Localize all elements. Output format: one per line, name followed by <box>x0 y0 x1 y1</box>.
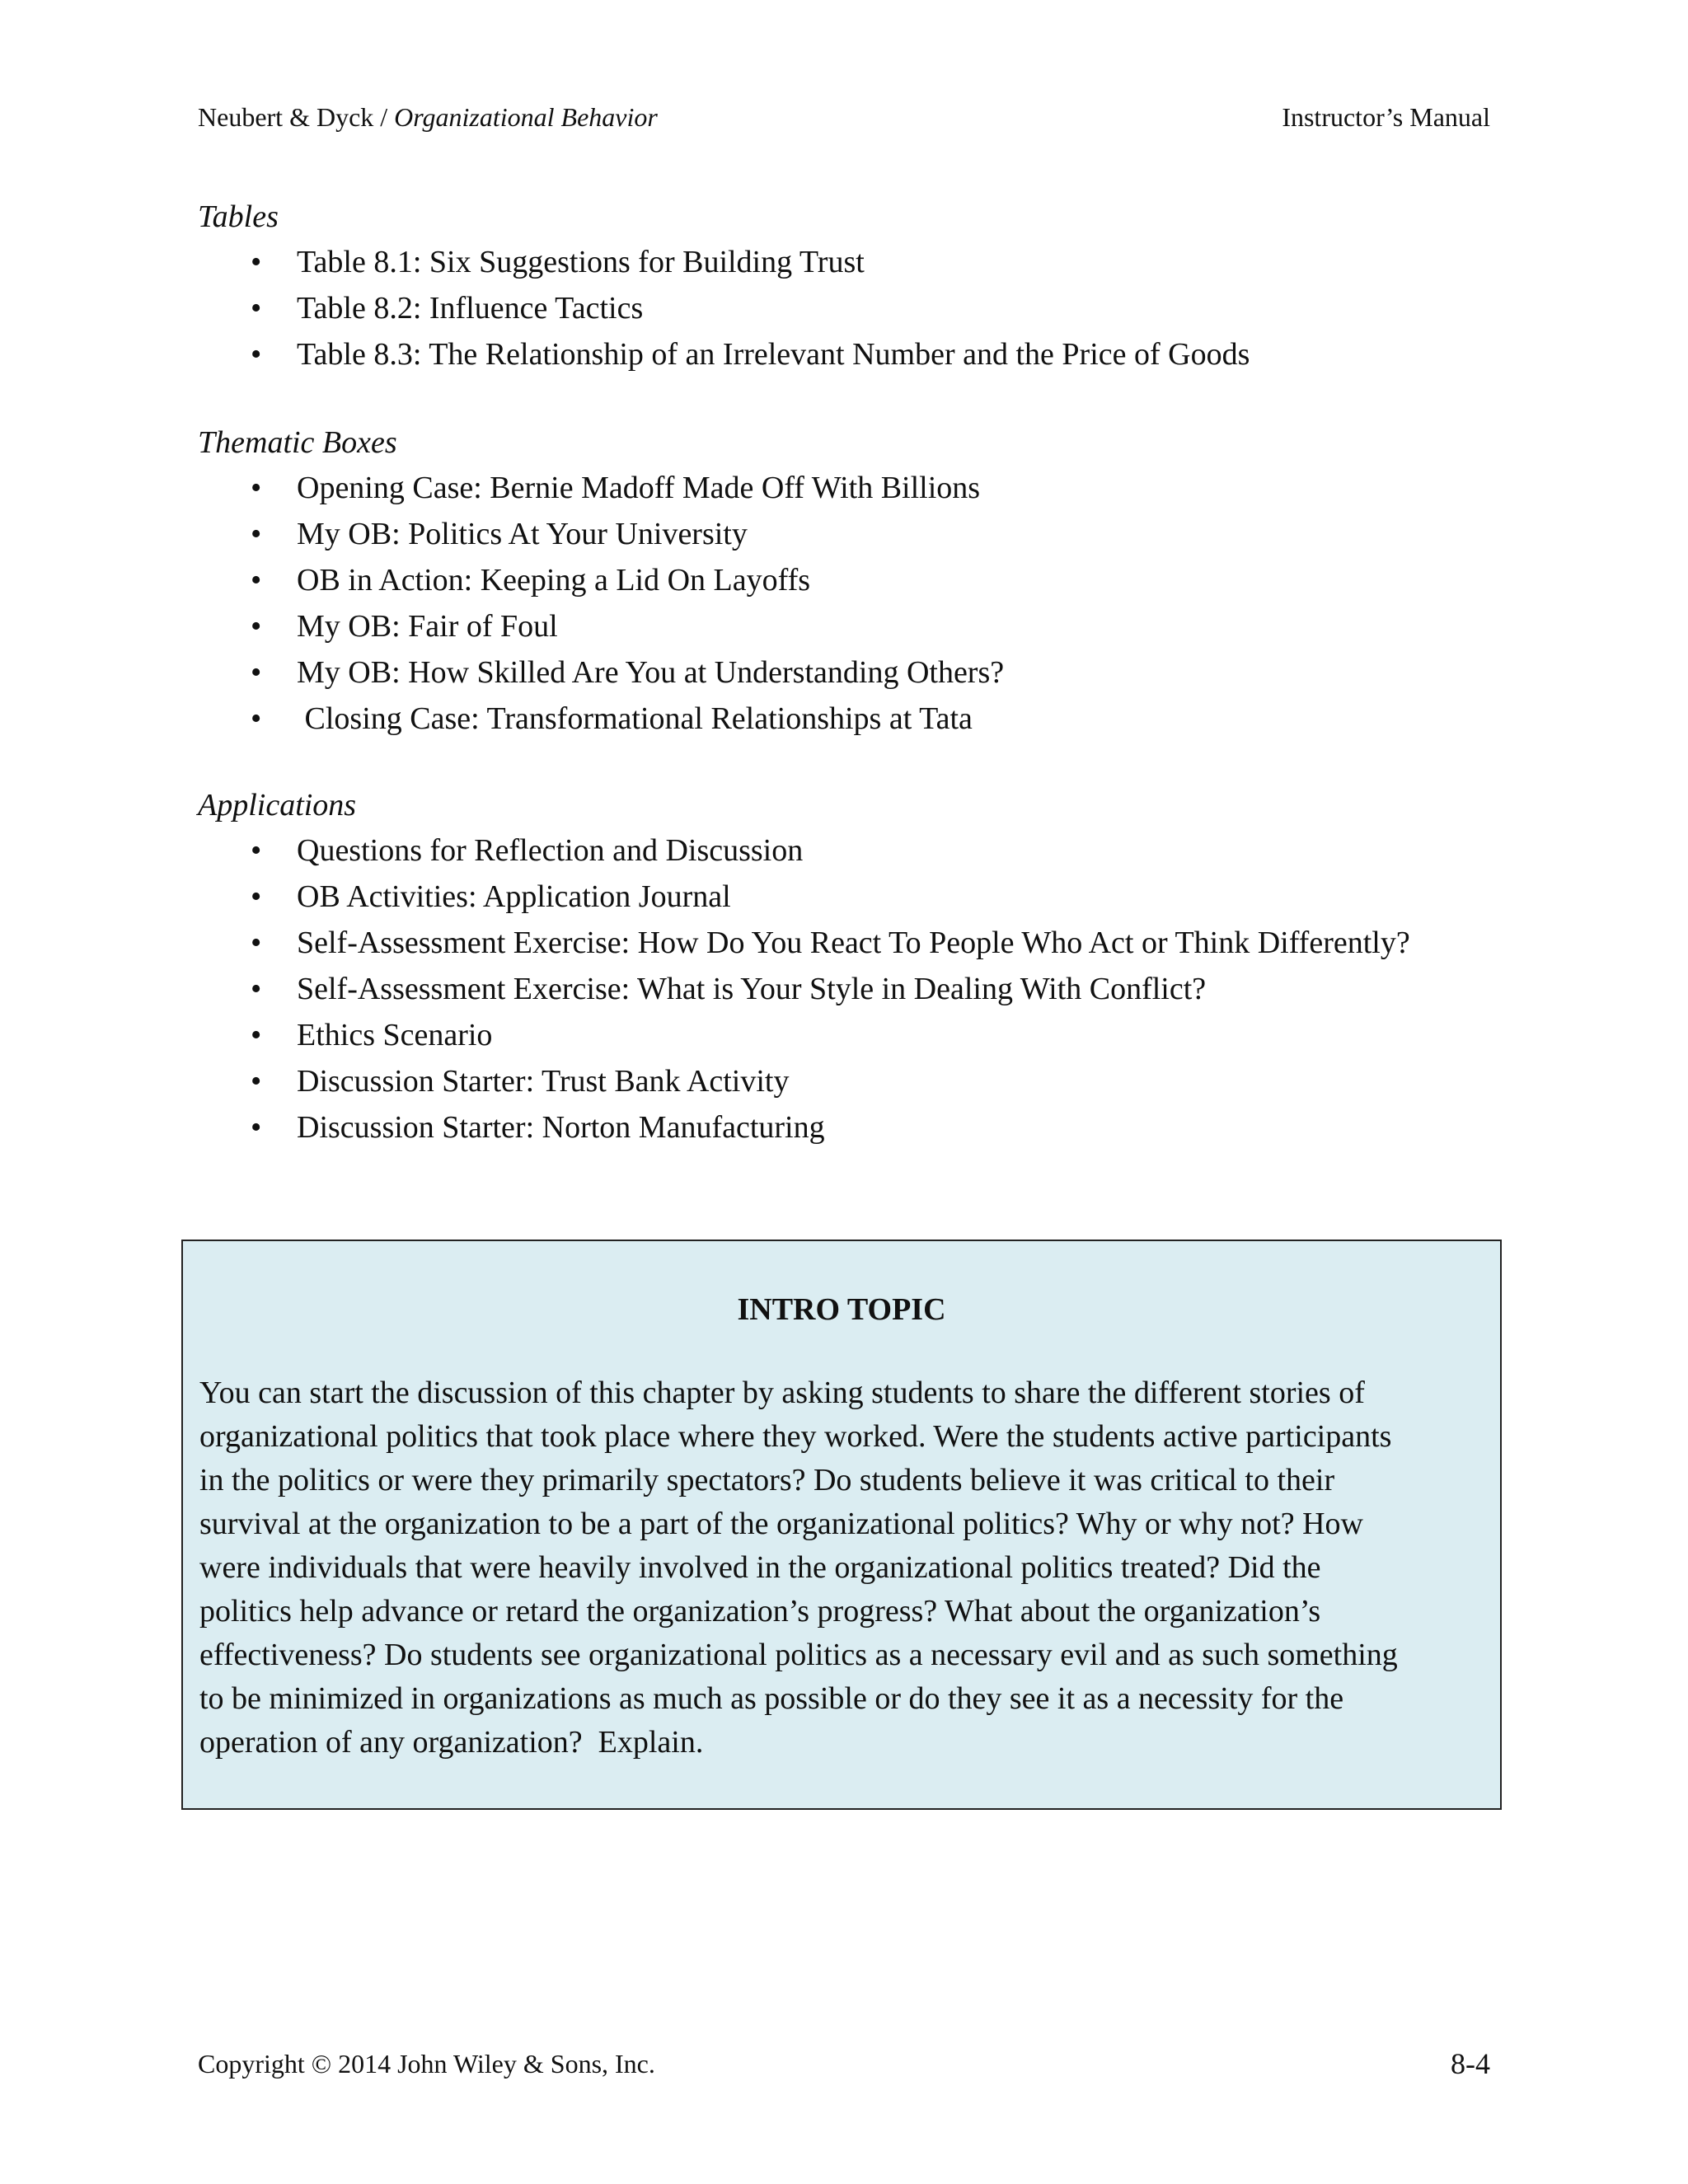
list-applications <box>198 827 1410 1151</box>
list-item: • Self-Assessment Exercise: What is Your Style in Dealing With Conflict? <box>198 966 1410 1012</box>
intro-line: survival at the organization to be a part of the organizational politics? Why or why not? How <box>199 1507 1363 1541</box>
page-header <box>198 97 1490 137</box>
list-item: • My OB: How Skilled Are You at Understanding Others? <box>198 649 1004 696</box>
list-item: • OB in Action: Keeping a Lid On Layoffs <box>198 557 1004 603</box>
list-item: • Table 8.3: The Relationship of an Irrelevant Number and the Price of Goods <box>198 331 1250 377</box>
intro-line: operation of any organization? Explain. <box>199 1725 704 1760</box>
header-manual: Instructor’s Manual <box>1282 102 1490 132</box>
intro-line: organizational politics that took place where they worked. Were the students active participants <box>199 1419 1392 1454</box>
list-item: • Table 8.1: Six Suggestions for Building Trust <box>198 239 1250 285</box>
list-item: • Table 8.2: Influence Tactics <box>198 285 1250 331</box>
list-item: • My OB: Politics At Your University <box>198 511 1004 557</box>
intro-topic-body <box>199 1371 1485 1765</box>
list-tables <box>198 239 1250 377</box>
section-title-applications: Applications <box>198 788 357 823</box>
list-item: • Questions for Reflection and Discussion <box>198 827 1410 874</box>
list-item: • Discussion Starter: Trust Bank Activity <box>198 1058 1410 1104</box>
intro-line: in the politics or were they primarily spectators? Do students believe it was critical to their <box>199 1463 1335 1497</box>
section-title-thematic-boxes: Thematic Boxes <box>198 425 397 460</box>
header-book-title: Organizational Behavior <box>394 102 658 132</box>
list-thematic-boxes <box>198 465 1004 742</box>
list-item: • Closing Case: Transformational Relationships at Tata <box>198 696 1004 742</box>
page-footer <box>198 2044 1490 2083</box>
intro-topic-title: INTRO TOPIC <box>737 1292 946 1327</box>
list-item: • My OB: Fair of Foul <box>198 603 1004 649</box>
footer-copyright: Copyright © 2014 John Wiley & Sons, Inc. <box>198 2049 655 2079</box>
page-number: 8-4 <box>1451 2047 1490 2080</box>
list-item: • Opening Case: Bernie Madoff Made Off With Billions <box>198 465 1004 511</box>
intro-line: effectiveness? Do students see organizational politics as a necessary evil and as such something <box>199 1638 1398 1672</box>
list-item: • OB Activities: Application Journal <box>198 874 1410 920</box>
intro-line: to be minimized in organizations as much as possible or do they see it as a necessity for the <box>199 1681 1344 1716</box>
intro-line: were individuals that were heavily involved in the organizational politics treated? Did the <box>199 1550 1321 1585</box>
intro-line: politics help advance or retard the organization’s progress? What about the organization’s <box>199 1594 1321 1629</box>
intro-topic-box <box>181 1240 1502 1810</box>
list-item: • Discussion Starter: Norton Manufacturing <box>198 1104 1410 1151</box>
intro-line: You can start the discussion of this chapter by asking students to share the different stories of <box>199 1376 1365 1410</box>
list-item: • Ethics Scenario <box>198 1012 1410 1058</box>
header-authors: Neubert & Dyck / <box>198 102 395 132</box>
list-item: • Self-Assessment Exercise: How Do You React To People Who Act or Think Differently? <box>198 920 1410 966</box>
section-title-tables: Tables <box>198 199 279 234</box>
header-citation <box>198 97 658 137</box>
